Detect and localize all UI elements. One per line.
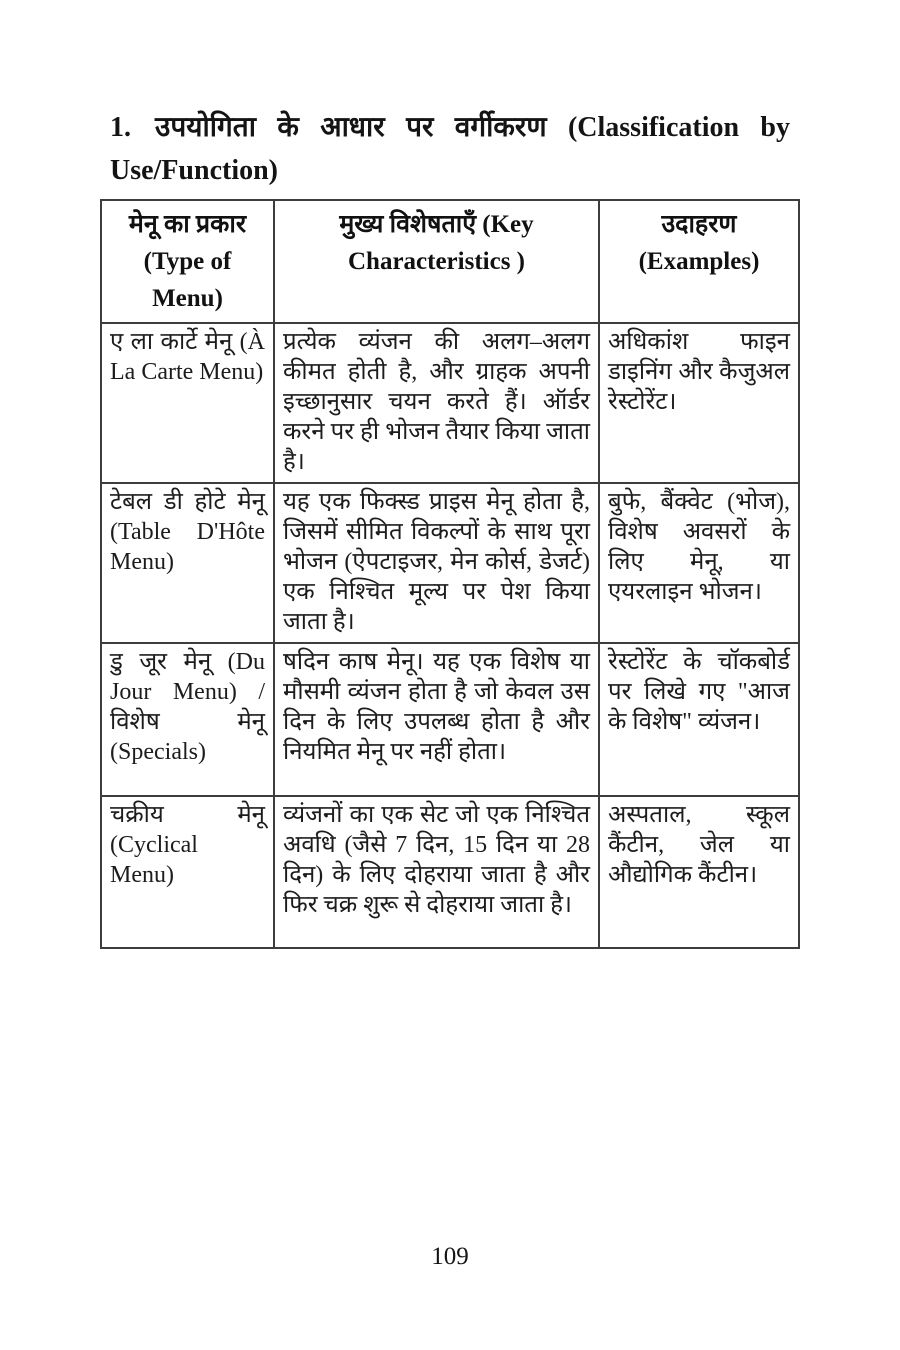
section-title: उपयोगिता के आधार पर वर्गीकरण (Classification by Use/Function) [110,112,790,186]
cell-key-characteristics: षदिन काष मेनू। यह एक विशेष या मौसमी व्यंजन होता है जो केवल उस दिन के लिए उपलब्ध होता है और नियमित मेनू पर नहीं होता। [274,643,599,796]
table-header-row [101,200,799,323]
cell-menu-type: चक्रीय मेनू (Cyclical Menu) [101,796,274,948]
cell-key-characteristics: यह एक फिक्स्ड प्राइस मेनू होता है, जिसमें सीमित विकल्पों के साथ पूरा भोजन (ऐपटाइजर, मेन कोर्स, डेजर्ट) एक निश्चित मूल्य पर पेश किया जाता है। [274,483,599,643]
cell-key-characteristics: व्यंजनों का एक सेट जो एक निश्चित अवधि (जैसे 7 दिन, 15 दिन या 28 दिन) के लिए दोहराया जाता है और फिर चक्र शुरू से दोहराया जाता है। [274,796,599,948]
col-header-examples: उदाहरण (Examples) [599,200,799,323]
cell-examples: अस्पताल, स्कूल कैंटीन, जेल या औद्योगिक कैंटीन। [599,796,799,948]
col-header-menu-type: मेनू का प्रकार (Type of Menu) [101,200,274,323]
section-heading [110,106,790,192]
cell-examples: रेस्टोरेंट के चॉकबोर्ड पर लिखे गए "आज के विशेष" व्यंजन। [599,643,799,796]
cell-menu-type: ए ला कार्टे मेनू (À La Carte Menu) [101,323,274,483]
col-header-key-characteristics: मुख्य विशेषताएँ (Key Characteristics ) [274,200,599,323]
section-number: 1. [110,112,131,143]
cell-key-characteristics: प्रत्येक व्यंजन की अलग–अलग कीमत होती है, और ग्राहक अपनी इच्छानुसार चयन करते हैं। ऑर्डर करने पर ही भोजन तैयार किया जाता है। [274,323,599,483]
cell-examples: बुफे, बैंक्वेट (भोज), विशेष अवसरों के लिए मेनू, या एयरलाइन भोजन। [599,483,799,643]
cell-examples: अधिकांश फाइन डाइनिंग और कैजुअल रेस्टोरेंट। [599,323,799,483]
cell-menu-type: डु जूर मेनू (Du Jour Menu) / विशेष मेनू (Specials) [101,643,274,796]
table-row-a-la-carte [101,323,799,483]
page-number: 109 [431,1243,469,1270]
cell-menu-type: टेबल डी होटे मेनू (Table D'Hôte Menu) [101,483,274,643]
table-row-cyclical [101,796,799,948]
table-row-du-jour [101,643,799,796]
table-row-table-dhote [101,483,799,643]
menu-classification-table [100,199,800,949]
